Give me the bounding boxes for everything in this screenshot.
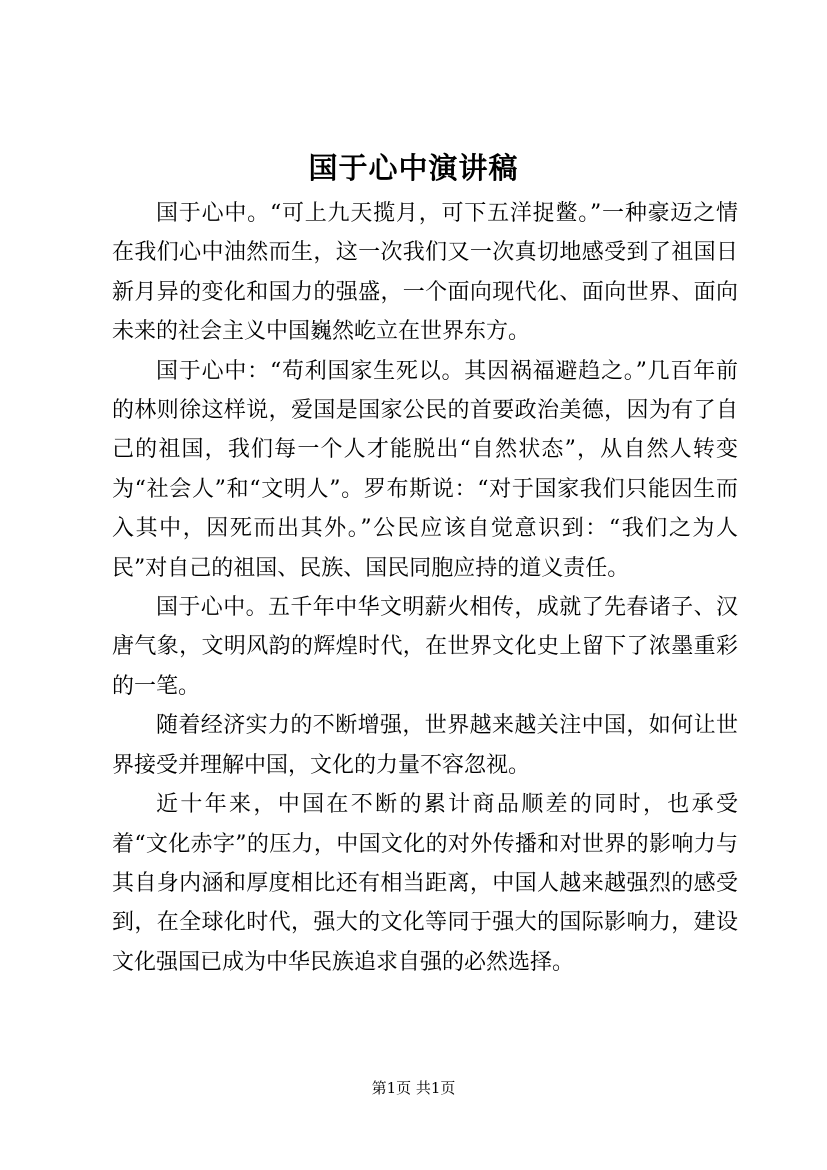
- paragraph-1: 国于心中。“可上九天揽月，可下五洋捉鳖。”一种豪迈之情在我们心中油然而生，这一次我们又一次真切地感受到了祖国日新月异的变化和国力的强盛，一个面向现代化、面向世界、面向未来的社会主义中国巍然屹立在世界东方。: [112, 201, 738, 345]
- document-title: 国于心中演讲稿: [308, 151, 519, 185]
- page-footer: 第1页 共1页: [371, 1079, 456, 1097]
- document-body: [112, 194, 738, 982]
- paragraph-4: 随着经济实力的不断增强，世界越来越关注中国，如何让世界接受并理解中国，文化的力量不容忽视。: [112, 713, 738, 778]
- paragraph-5: 近十年来，中国在不断的累计商品顺差的同时，也承受着“文化赤字”的压力，中国文化的对外传播和对世界的影响力与其自身内涵和厚度相比还有相当距离，中国人越来越强烈的感受到，在全球化时代，强大的文化等同于强大的国际影响力，建设文化强国已成为中华民族追求自强的必然选择。: [112, 792, 738, 975]
- paragraph-3: 国于心中。五千年中华文明薪火相传，成就了先春诸子、汉唐气象，文明风韵的辉煌时代，在世界文化史上留下了浓墨重彩的一笔。: [112, 595, 738, 699]
- paragraph-2: 国于心中：“苟利国家生死以。其因祸福避趋之。”几百年前的林则徐这样说，爱国是国家公民的首要政治美德，因为有了自己的祖国，我们每一个人才能脱出“自然状态”，从自然人转变为“社会人”和“文明人”。罗布斯说：“对于国家我们只能因生而入其中，因死而出其外。”公民应该自觉意识到：“我们之为人民”对自己的祖国、民族、国民同胞应持的道义责任。: [112, 358, 738, 581]
